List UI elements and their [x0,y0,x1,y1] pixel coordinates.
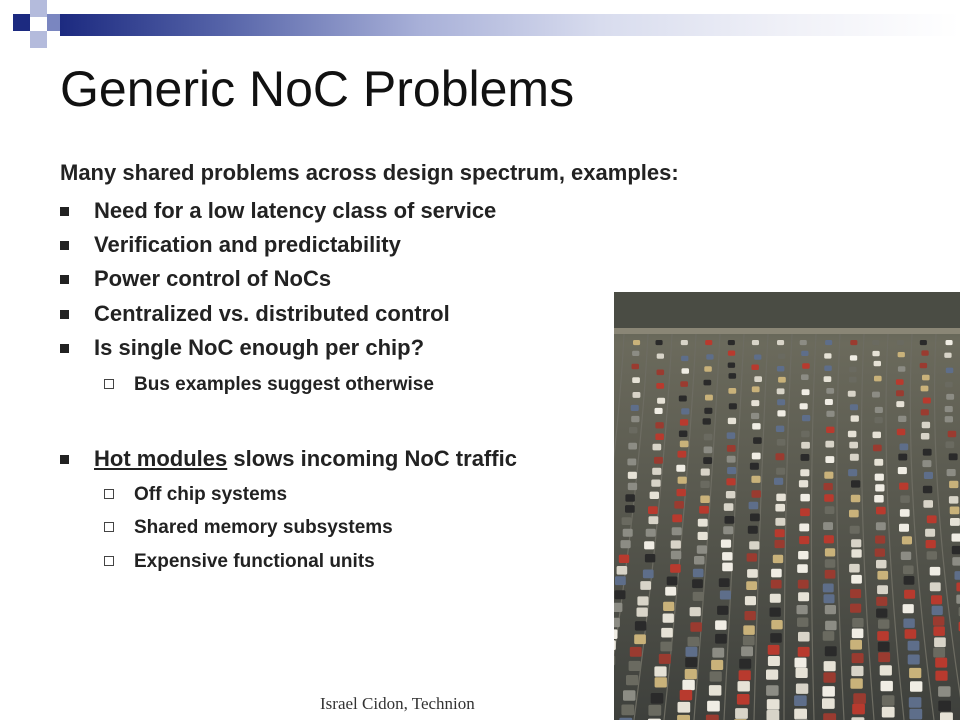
hollow-square-icon [104,489,114,499]
header-gradient-bar [60,14,960,36]
bullet-text: Need for a low latency class of service [94,198,497,223]
sub-bullet-text: Bus examples suggest otherwise [134,374,434,395]
bullet-square-icon [60,275,69,284]
hot-modules-link[interactable]: Hot modules [94,446,228,471]
hollow-square-icon [104,379,114,389]
bullet-text [94,446,517,472]
header-square-dark [13,14,30,31]
traffic-photo [614,292,960,720]
bullet-square-icon [60,455,69,464]
hot-modules-rest: slows incoming NoC traffic [227,446,517,471]
header-square-light [30,31,47,48]
traffic-photo-graphic [614,292,960,720]
sub-bullet-text: Off chip systems [134,484,288,505]
bullet-square-icon [60,310,69,319]
bullet-text: Centralized vs. distributed control [94,301,450,326]
header-square-light [30,0,47,17]
bullet-text: Verification and predictability [94,232,401,257]
footer-credit: Israel Cidon, Technion [320,694,475,713]
hollow-square-icon [104,522,114,532]
sub-bullet-text: Expensive functional units [134,551,375,572]
bullet-square-icon [60,344,69,353]
header-square-mid [47,14,60,31]
bullet-square-icon [60,241,69,250]
bullet-square-icon [60,207,69,216]
bullet-text: Power control of NoCs [94,266,332,291]
intro-text: Many shared problems across design spectrum, examples: [60,160,679,185]
slide-title: Generic NoC Problems [60,61,575,117]
hollow-square-icon [104,556,114,566]
bullet-text: Is single NoC enough per chip? [94,335,425,360]
sub-bullet-text: Shared memory subsystems [134,517,393,538]
